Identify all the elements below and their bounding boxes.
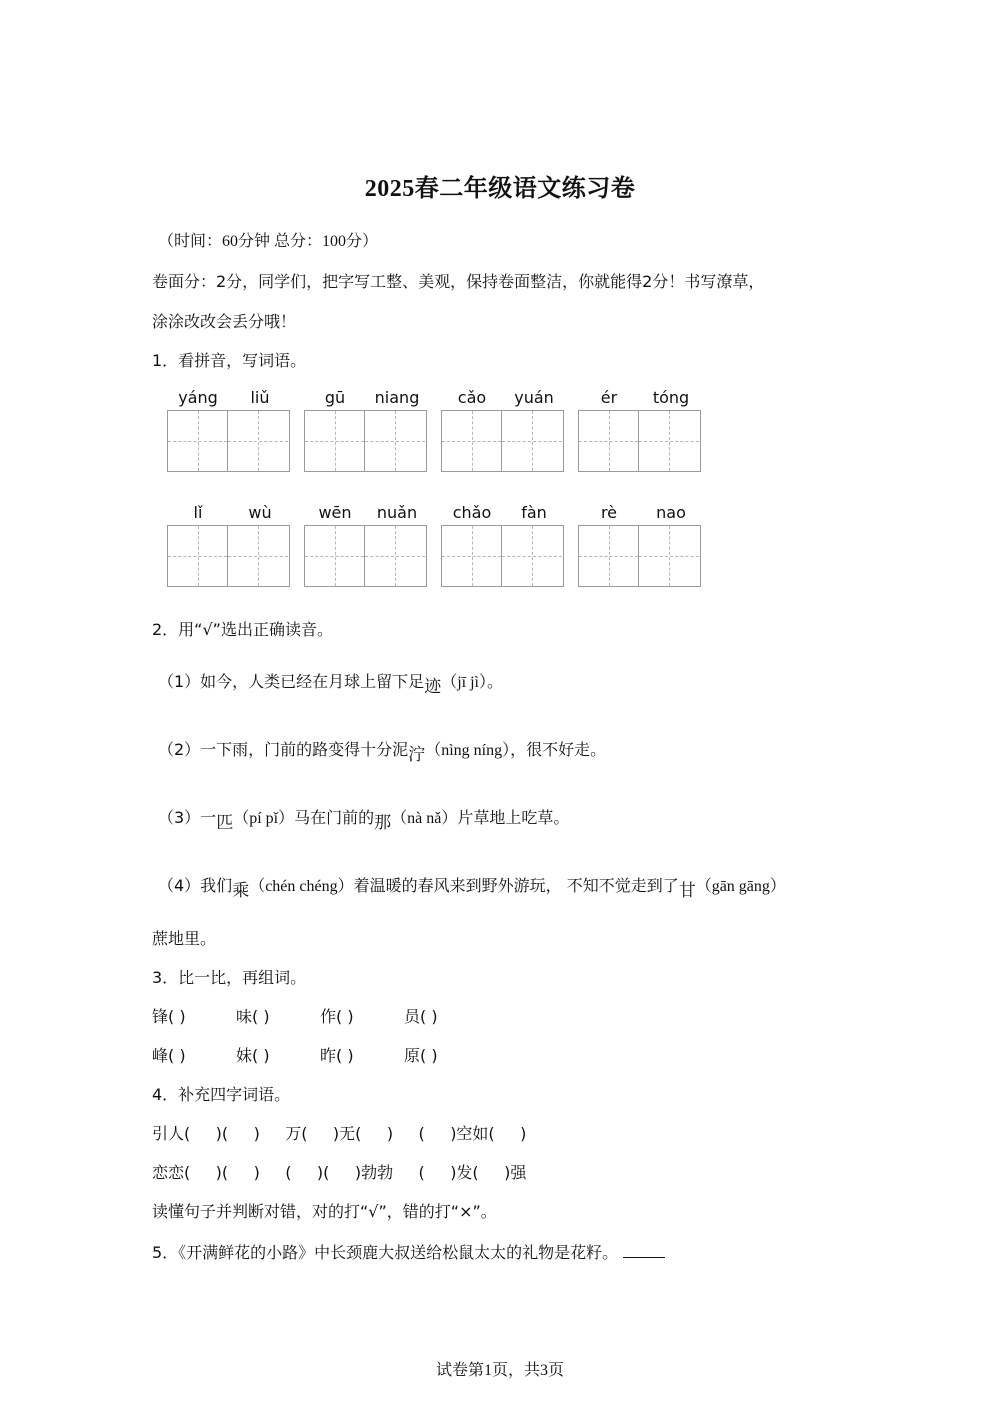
pinyin-word <box>578 503 702 587</box>
pinyin-word <box>441 388 565 472</box>
target-char: 乘 <box>232 881 250 901</box>
q3-row-2 <box>152 1046 488 1066</box>
q5-statement: 5．《开满鲜花的小路》中长颈鹿大叔送给松鼠太太的礼物是花籽。 <box>152 1241 665 1263</box>
pinyin-syllable: fàn <box>521 503 547 522</box>
pinyin-syllable: yáng <box>178 388 218 407</box>
pinyin-choice[interactable]: （chén chéng） <box>249 878 354 895</box>
pinyin-syllable: liǔ <box>250 388 270 407</box>
tianzige-boxes[interactable] <box>441 410 564 472</box>
q3-title: 3．比一比，再组词。 <box>152 968 307 987</box>
pinyin-syllable: niang <box>374 388 420 407</box>
pinyin-choice[interactable]: （pí pǐ） <box>233 810 295 827</box>
pinyin-word <box>441 503 565 587</box>
pinyin-word <box>167 503 291 587</box>
q3-row-1 <box>152 1007 488 1027</box>
pinyin-syllable: cǎo <box>457 388 487 407</box>
word-compare-item[interactable]: 味( ) <box>236 1007 270 1026</box>
answer-blank[interactable] <box>623 1241 665 1258</box>
word-compare-item[interactable]: 峰( ) <box>152 1046 186 1065</box>
pinyin-grid-row-2 <box>167 503 715 587</box>
pinyin-syllable: tóng <box>652 388 690 407</box>
page-title: 2025春二年级语文练习卷 <box>364 176 636 202</box>
pinyin-word <box>304 388 428 472</box>
word-compare-item[interactable]: 妹( ) <box>236 1046 270 1065</box>
target-char: 泞 <box>408 745 426 765</box>
q1-title: 1．看拼音，写词语。 <box>152 351 307 370</box>
pinyin-grid-row-1 <box>167 388 715 472</box>
tianzige-boxes[interactable] <box>441 525 564 587</box>
q4-title: 4．补充四字词语。 <box>152 1085 291 1104</box>
q2-title: 2．用“√”选出正确读音。 <box>152 620 333 639</box>
judge-instruction: 读懂句子并判断对错，对的打“√”，错的打“×”。 <box>152 1202 497 1221</box>
q2-sentence-1: （1）如今，人类已经在月球上留下足迹（jī jì）。 <box>158 672 503 697</box>
pinyin-choice[interactable]: （nìng níng） <box>425 742 511 759</box>
pinyin-syllable: rè <box>600 503 618 522</box>
pinyin-syllable: nao <box>656 503 686 522</box>
word-compare-item[interactable]: 原( ) <box>404 1046 438 1065</box>
exam-info: （时间：60分钟 总分：100分） <box>158 233 379 250</box>
pinyin-choice[interactable]: （nà nǎ） <box>391 810 458 827</box>
pinyin-syllable: ér <box>600 388 618 407</box>
pinyin-syllable: yuán <box>514 388 554 407</box>
neatness-note-line2: 涂涂改改会丢分哦！ <box>152 312 297 331</box>
pinyin-word <box>578 388 702 472</box>
word-compare-item[interactable]: 员( ) <box>404 1007 438 1026</box>
tianzige-boxes[interactable] <box>167 410 290 472</box>
pinyin-syllable: chǎo <box>452 503 492 522</box>
page-footer: 试卷第1页，共3页 <box>435 1362 564 1379</box>
word-compare-item[interactable]: 作( ) <box>320 1007 354 1026</box>
target-char: 那 <box>374 813 392 833</box>
pinyin-syllable: nuǎn <box>376 503 418 522</box>
pinyin-syllable: lǐ <box>193 503 203 522</box>
word-compare-item[interactable]: 锋( ) <box>152 1007 186 1026</box>
pinyin-choice[interactable]: （gān gāng） <box>695 878 786 895</box>
idiom-fill-line-2[interactable]: 恋恋( )( ) ( )( )勃勃 ( )发( )强 <box>152 1163 527 1182</box>
q2-sentence-4: （4）我们乘（chén chéng）着温暖的春风来到野外游玩， 不知不觉走到了甘（gān gāng） <box>158 876 786 901</box>
word-compare-item[interactable]: 昨( ) <box>320 1046 354 1065</box>
target-char: 匹 <box>216 813 234 833</box>
tianzige-boxes[interactable] <box>304 410 427 472</box>
pinyin-word <box>167 388 291 472</box>
tianzige-boxes[interactable] <box>304 525 427 587</box>
tianzige-boxes[interactable] <box>578 525 701 587</box>
neatness-note-line1: 卷面分：2分，同学们，把字写工整、美观，保持卷面整洁，你就能得2分！书写潦草， <box>152 272 765 291</box>
tianzige-boxes[interactable] <box>167 525 290 587</box>
target-char: 迹 <box>424 677 442 697</box>
idiom-fill-line-1[interactable]: 引人( )( ) 万( )无( ) ( )空如( ) <box>152 1124 527 1143</box>
pinyin-syllable: wù <box>248 503 272 522</box>
q2-sentence-2: （2）一下雨，门前的路变得十分泥泞（nìng níng），很不好走。 <box>158 740 607 765</box>
q2-sentence-3: （3）一匹（pí pǐ）马在门前的那（nà nǎ）片草地上吃草。 <box>158 808 570 833</box>
pinyin-syllable: wēn <box>318 503 352 522</box>
pinyin-choice[interactable]: （jī jì） <box>441 674 487 691</box>
target-char: 甘 <box>678 881 696 901</box>
pinyin-word <box>304 503 428 587</box>
q2-sentence-4-continued: 蔗地里。 <box>152 929 217 948</box>
tianzige-boxes[interactable] <box>578 410 701 472</box>
pinyin-syllable: gū <box>324 388 346 407</box>
